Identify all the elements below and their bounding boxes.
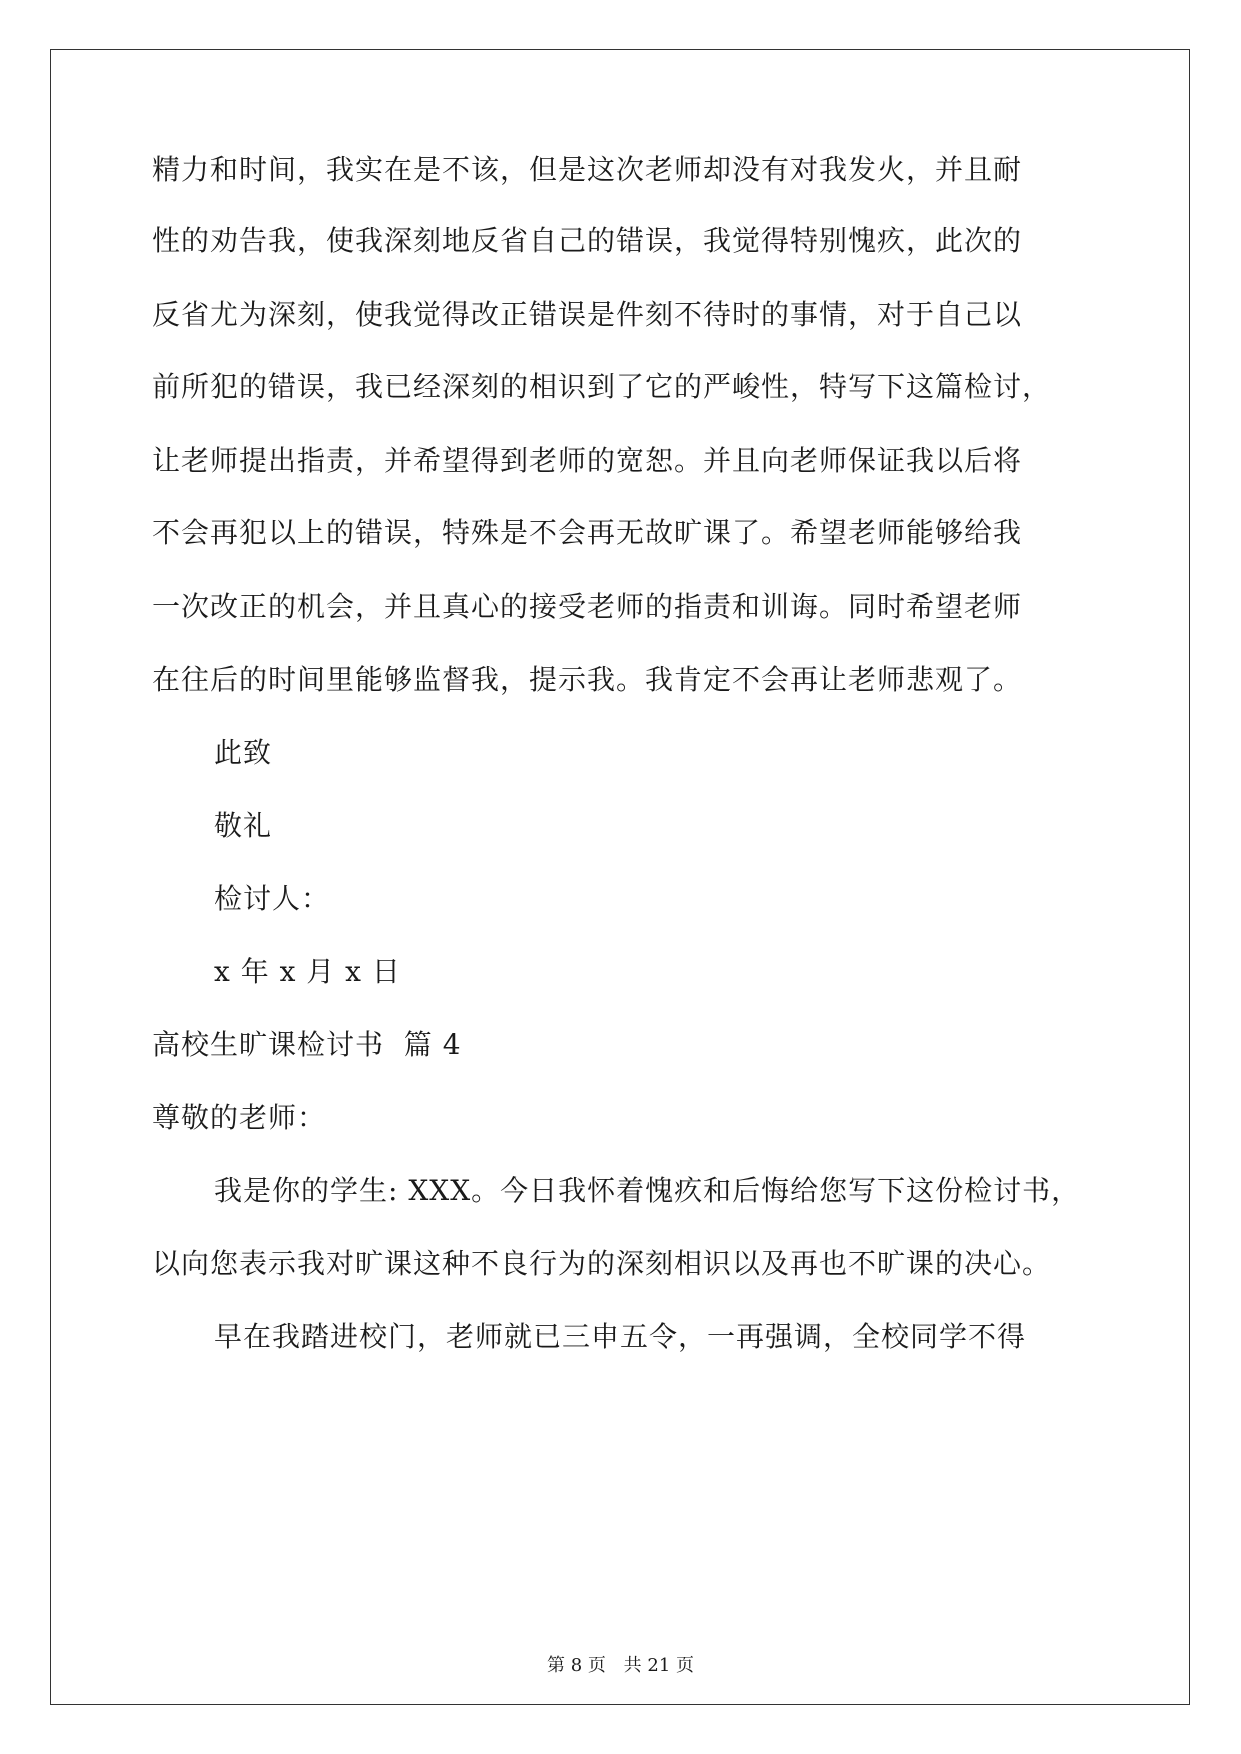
body-line: 以向您表示我对旷课这种不良行为的深刻相识以及再也不旷课的决心。 <box>152 1247 1052 1280</box>
signature-date: x 年 x 月 x 日 <box>214 955 401 988</box>
paragraph-line: 让老师提出指责，并希望得到老师的宽恕。并且向老师保证我以后将 <box>152 444 1023 477</box>
page-footer <box>0 1654 1241 1678</box>
paragraph-line: 反省尤为深刻，使我觉得改正错误是件刻不待时的事情，对于自己以 <box>152 298 1023 331</box>
page-total: 共 21 页 <box>623 1655 694 1676</box>
closing-regards: 敬礼 <box>214 809 273 842</box>
paragraph-line: 精力和时间，我实在是不该，但是这次老师却没有对我发火，并且耐 <box>152 153 1023 186</box>
paragraph-line: 不会再犯以上的错误，特殊是不会再无故旷课了。希望老师能够给我 <box>152 516 1023 549</box>
paragraph-line: 前所犯的错误，我已经深刻的相识到了它的严峻性，特写下这篇检讨， <box>152 370 1052 403</box>
section-heading: 高校生旷课检讨书 篇 4 <box>152 1028 462 1061</box>
paragraph-line: 一次改正的机会，并且真心的接受老师的指责和训诲。同时希望老师 <box>152 590 1023 623</box>
paragraph-line: 性的劝告我，使我深刻地反省自己的错误，我觉得特别愧疚，此次的 <box>152 224 1023 257</box>
closing-salutation: 此致 <box>214 736 273 769</box>
body-line: 我是你的学生: XXX。今日我怀着愧疚和后悔给您写下这份检讨书， <box>214 1174 1081 1207</box>
paragraph-line: 在往后的时间里能够监督我，提示我。我肯定不会再让老师悲观了。 <box>152 663 1023 696</box>
greeting: 尊敬的老师： <box>152 1101 327 1134</box>
page-number: 第 8 页 <box>547 1655 606 1676</box>
signer-label: 检讨人： <box>214 882 331 915</box>
body-line: 早在我踏进校门，老师就已三申五令，一再强调，全校同学不得 <box>214 1320 1027 1353</box>
